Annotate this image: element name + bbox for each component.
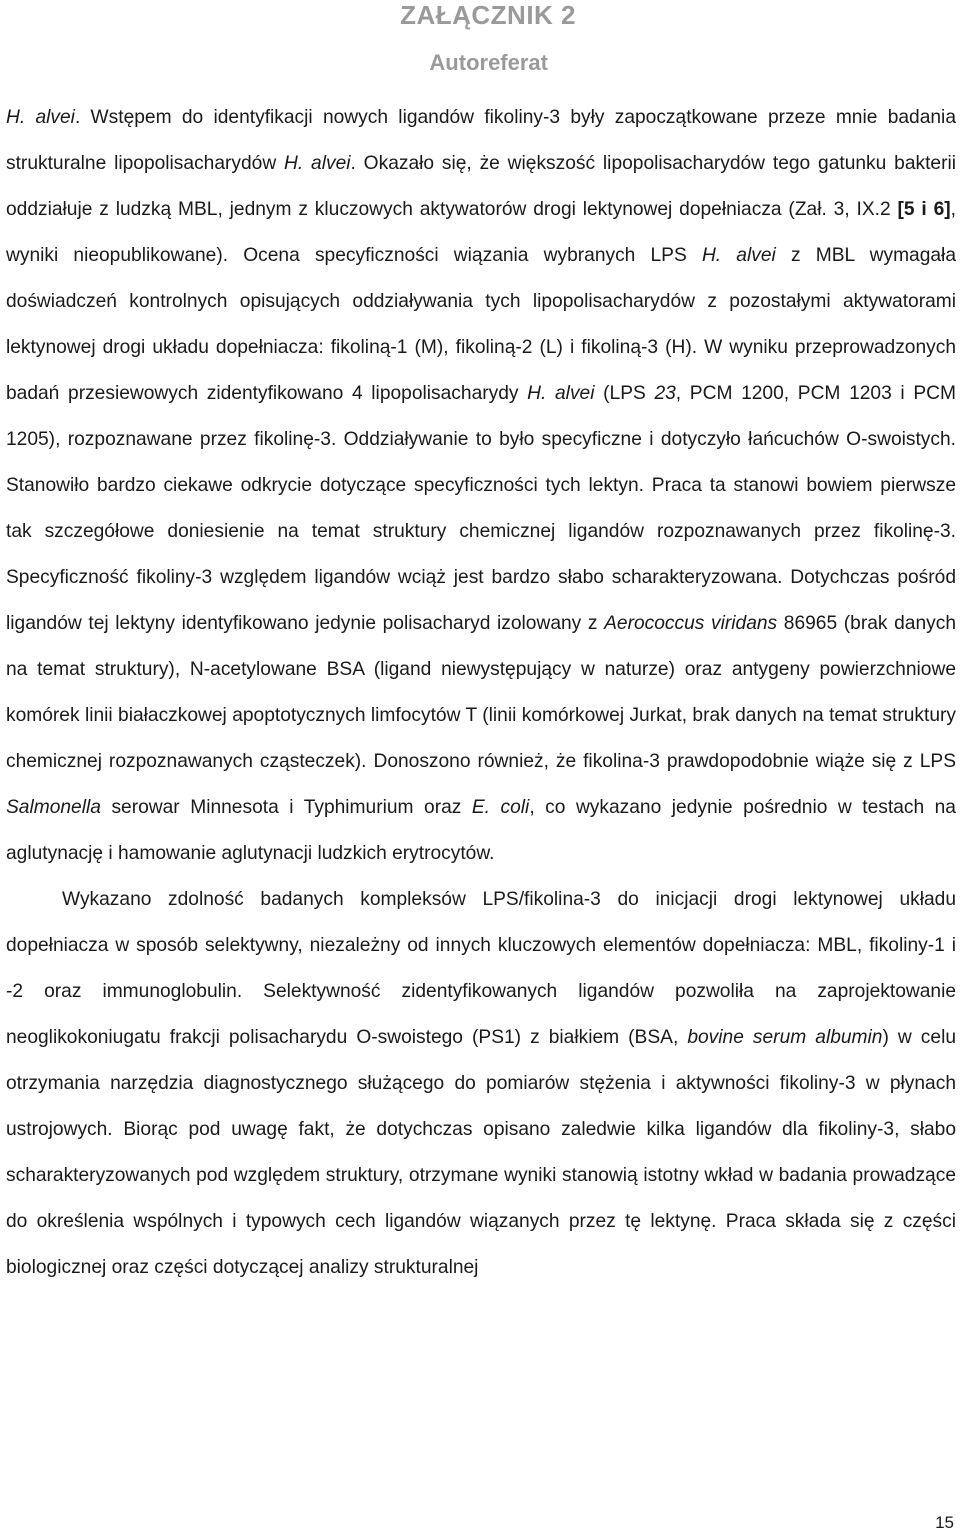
page-number: 15 bbox=[935, 1513, 954, 1532]
text-span: ) w celu otrzymania narzędzia diagnostycznego służącego do pomiarów stężenia i aktywności fikoliny-3 w płynach ustrojowych. Biorąc pod uwagę fakt, że dotychczas opisano zaledwie kilka ligandów dla fikoliny-3, słabo scharakteryzowanych pod względem struktury, otrzymane wyniki stanowią istotny wkład w badania prowadzące do określenia wspólnych i typowych cech ligandów wiązanych przez tę lektynę. Praca składa się z części biologicznej oraz części dotyczącej analizy strukturalnej bbox=[6, 1027, 957, 1278]
page-header bbox=[0, 0, 960, 90]
text-span: . Wstępem do identyfikacji nowych ligandów fikoliny-3 były zapoczątkowane przeze mnie badania strukturalne lipopolisacharydów bbox=[6, 107, 956, 174]
term-italic: bovine serum albumin bbox=[687, 1027, 883, 1048]
text-span: (LPS bbox=[594, 383, 655, 404]
text-span: , co wykazano jedynie pośrednio w testach na aglutynację i hamowanie aglutynacji ludzkich erytrocytów. bbox=[6, 797, 956, 864]
text-span: 86965 (brak danych na temat struktury), N-acetylowane BSA (ligand niewystępujący w naturze) oraz antygeny powierzchniowe komórek linii białaczkowej apoptotycznych limfocytów T (linii komórkowej Jurkat, brak danych na temat struktury chemicznej rozpoznawanych cząsteczek). Donoszono również, że fikolina-3 prawdopodobnie wiąże się z LPS bbox=[6, 613, 956, 772]
species-name: Salmonella bbox=[6, 797, 101, 818]
text-span: , wyniki nieopublikowane). Ocena specyficzności wiązania wybranych LPS bbox=[6, 199, 956, 266]
species-name: H. alvei bbox=[6, 107, 75, 128]
reference: [5 i 6] bbox=[897, 199, 951, 220]
text-span: . Okazało się, że większość lipopolisacharydów tego gatunku bakterii oddziałuje z ludzką MBL, jednym z kluczowych aktywatorów drogi lektynowej dopełniacza (Zał. 3, IX.2 bbox=[6, 153, 957, 220]
species-name: H. alvei bbox=[701, 245, 776, 266]
species-name: Aerococcus viridans bbox=[604, 613, 778, 634]
text-span: Wykazano zdolność badanych kompleksów LPS/fikolina-3 do inicjacji drogi lektynowej układu dopełniacza w sposób selektywny, niezależny od innych kluczowych elementów dopełniacza: MBL, fikoliny-1 i -2 oraz immunoglobulin. Selektywność zidentyfikowanych ligandów pozwoliła na zaprojektowanie neoglikokoniugatu frakcji polisacharydu O-swoistego (PS1) z białkiem (BSA, bbox=[6, 889, 956, 1048]
document-subtitle: Autoreferat bbox=[429, 50, 548, 75]
species-name: H. alvei bbox=[284, 153, 351, 174]
text-span: , PCM 1200, PCM 1203 i PCM 1205), rozpoznawane przez fikolinę-3. Oddziaływanie to było specyficzne i dotyczyło łańcuchów O-swoistych. Stanowiło bardzo ciekawe odkrycie dotyczące specyficzności tych lektyn. Praca ta stanowi bowiem pierwsze tak szczegółowe doniesienie na temat struktury chemicznej ligandów rozpoznawanych przez fikolinę-3. Specyficzność fikoliny-3 względem ligandów wciąż jest bardzo słabo scharakteryzowana. Dotychczas pośród ligandów tej lektyny identyfikowano jedynie polisacharyd izolowany z bbox=[6, 383, 956, 634]
text-span: serowar Minnesota i Typhimurium oraz bbox=[100, 797, 472, 818]
species-name: H. alvei bbox=[527, 383, 595, 404]
paragraph-1 bbox=[6, 95, 956, 877]
document-body bbox=[6, 95, 956, 1291]
text-span: z MBL wymagała doświadczeń kontrolnych opisujących oddziaływania tych lipopolisacharydów z pozostałymi aktywatorami lektynowej drogi układu dopełniacza: fikoliną-1 (M), fikoliną-2 (L) i fikoliną-3 (H). W wyniku przeprowadzonych badań przesiewowych zidentyfikowano 4 lipopolisacharydy bbox=[6, 245, 956, 404]
paragraph-2 bbox=[6, 877, 956, 1291]
strain-number: 23 bbox=[654, 383, 676, 404]
species-name: E. coli bbox=[471, 797, 530, 818]
annex-title: ZAŁĄCZNIK 2 bbox=[400, 0, 576, 30]
